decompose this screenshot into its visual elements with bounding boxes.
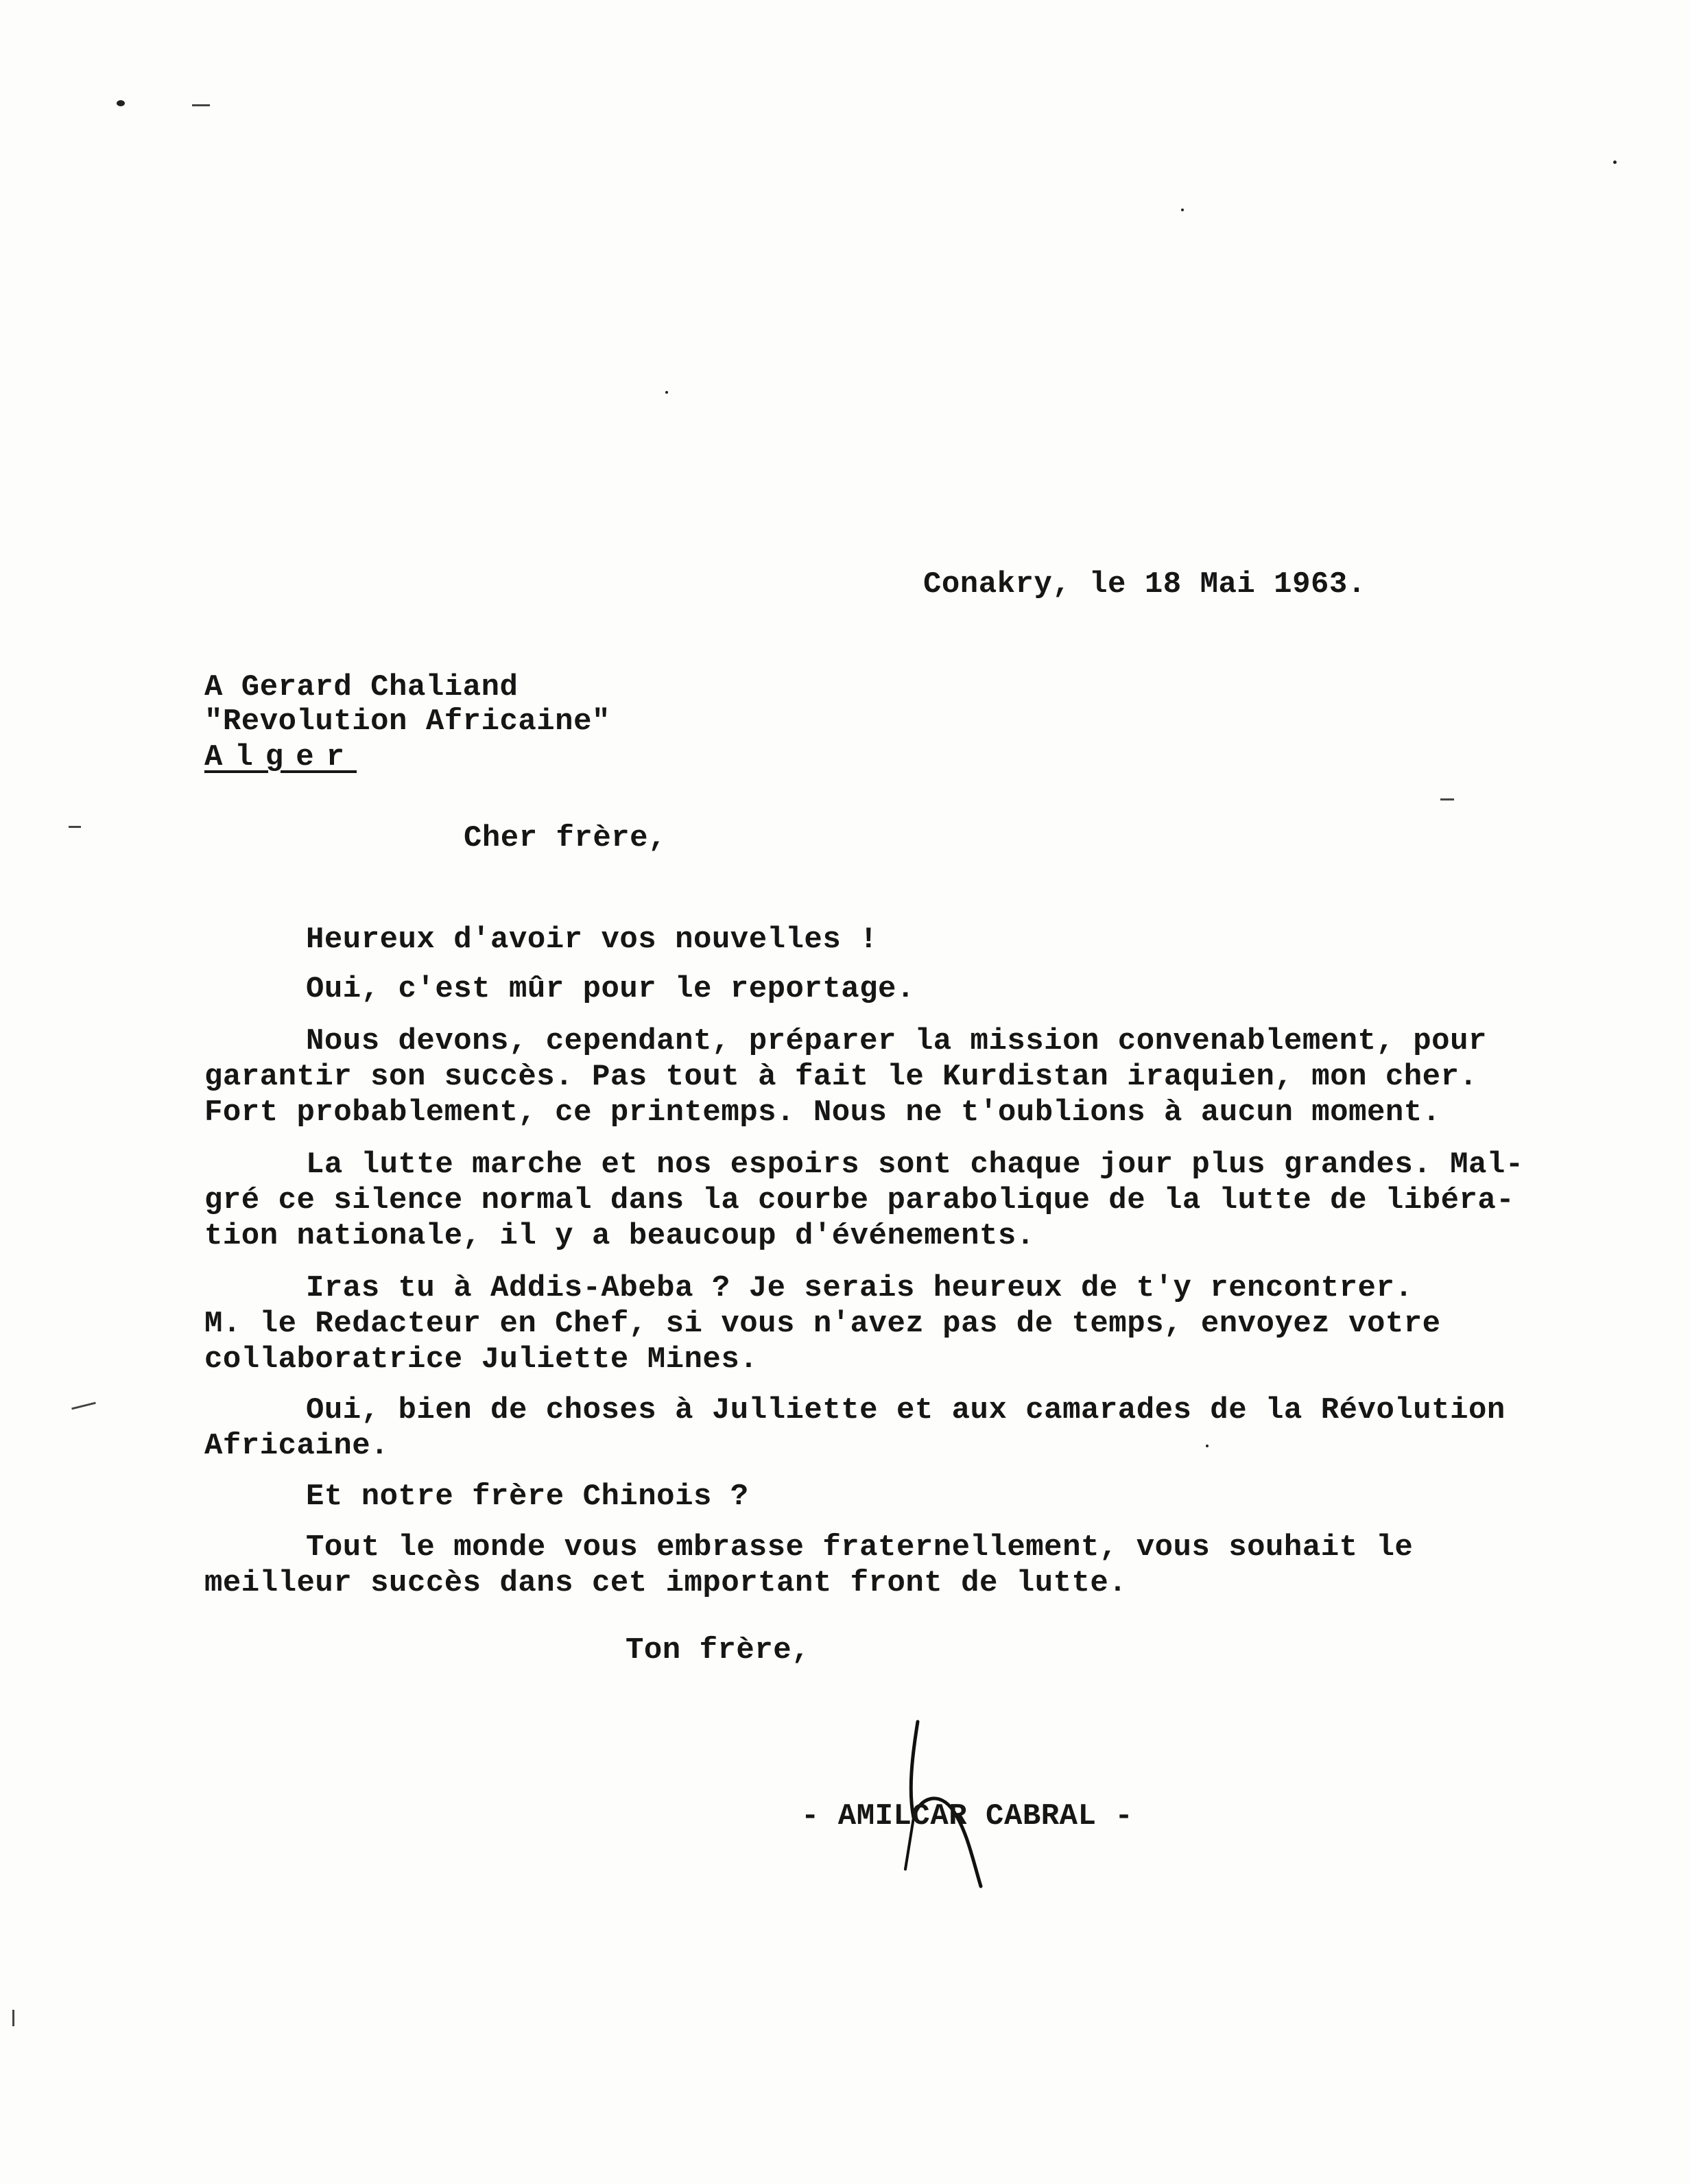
scan-speck xyxy=(1613,161,1617,164)
closing: Ton frère, xyxy=(626,1633,811,1667)
body-line: M. le Redacteur en Chef, si vous n'avez pas de temps, envoyez votre xyxy=(204,1307,1441,1341)
body-line: Africaine. xyxy=(204,1429,390,1463)
body-line: La lutte marche et nos espoirs sont chaque jour plus grandes. Mal- xyxy=(306,1148,1524,1182)
typed-signature: - AMILCAR CABRAL - xyxy=(801,1799,1134,1833)
body-line: gré ce silence normal dans la courbe parabolique de la lutte de libéra- xyxy=(204,1183,1515,1218)
body-line: Oui, bien de choses à Julliette et aux camarades de la Révolution xyxy=(306,1393,1505,1427)
body-line: meilleur succès dans cet important front de lutte. xyxy=(204,1566,1128,1600)
body-line: collaboratrice Juliette Mines. xyxy=(204,1342,759,1377)
body-line: Nous devons, cependant, préparer la mission convenablement, pour xyxy=(306,1024,1487,1058)
scan-mark xyxy=(12,2010,14,2026)
body-line: Iras tu à Addis-Abeba ? Je serais heureux de t'y rencontrer. xyxy=(306,1271,1414,1305)
body-line: Fort probablement, ce printemps. Nous ne t'oublions à aucun moment. xyxy=(204,1095,1441,1130)
body-line: tion nationale, il y a beaucoup d'événements. xyxy=(204,1219,1035,1253)
recipient-city: Alger xyxy=(204,740,357,774)
body-line: Et notre frère Chinois ? xyxy=(306,1480,749,1514)
recipient-publication: "Revolution Africaine" xyxy=(204,704,610,739)
dateline: Conakry, le 18 Mai 1963. xyxy=(923,567,1366,602)
scan-mark xyxy=(71,1402,96,1410)
scan-speck xyxy=(1206,1445,1209,1447)
scan-speck xyxy=(1181,209,1184,211)
scan-mark xyxy=(192,104,210,106)
scan-speck xyxy=(117,100,125,106)
scan-mark xyxy=(69,826,81,828)
recipient-name: A Gerard Chaliand xyxy=(204,670,519,704)
scan-mark xyxy=(1440,798,1454,800)
salutation: Cher frère, xyxy=(464,821,667,855)
scan-speck xyxy=(665,391,668,394)
body-line: Oui, c'est mûr pour le reportage. xyxy=(306,972,915,1006)
body-line: Heureux d'avoir vos nouvelles ! xyxy=(306,923,879,957)
body-line: Tout le monde vous embrasse fraternellement, vous souhait le xyxy=(306,1530,1414,1565)
body-line: garantir son succès. Pas tout à fait le Kurdistan iraquien, mon cher. xyxy=(204,1060,1478,1094)
